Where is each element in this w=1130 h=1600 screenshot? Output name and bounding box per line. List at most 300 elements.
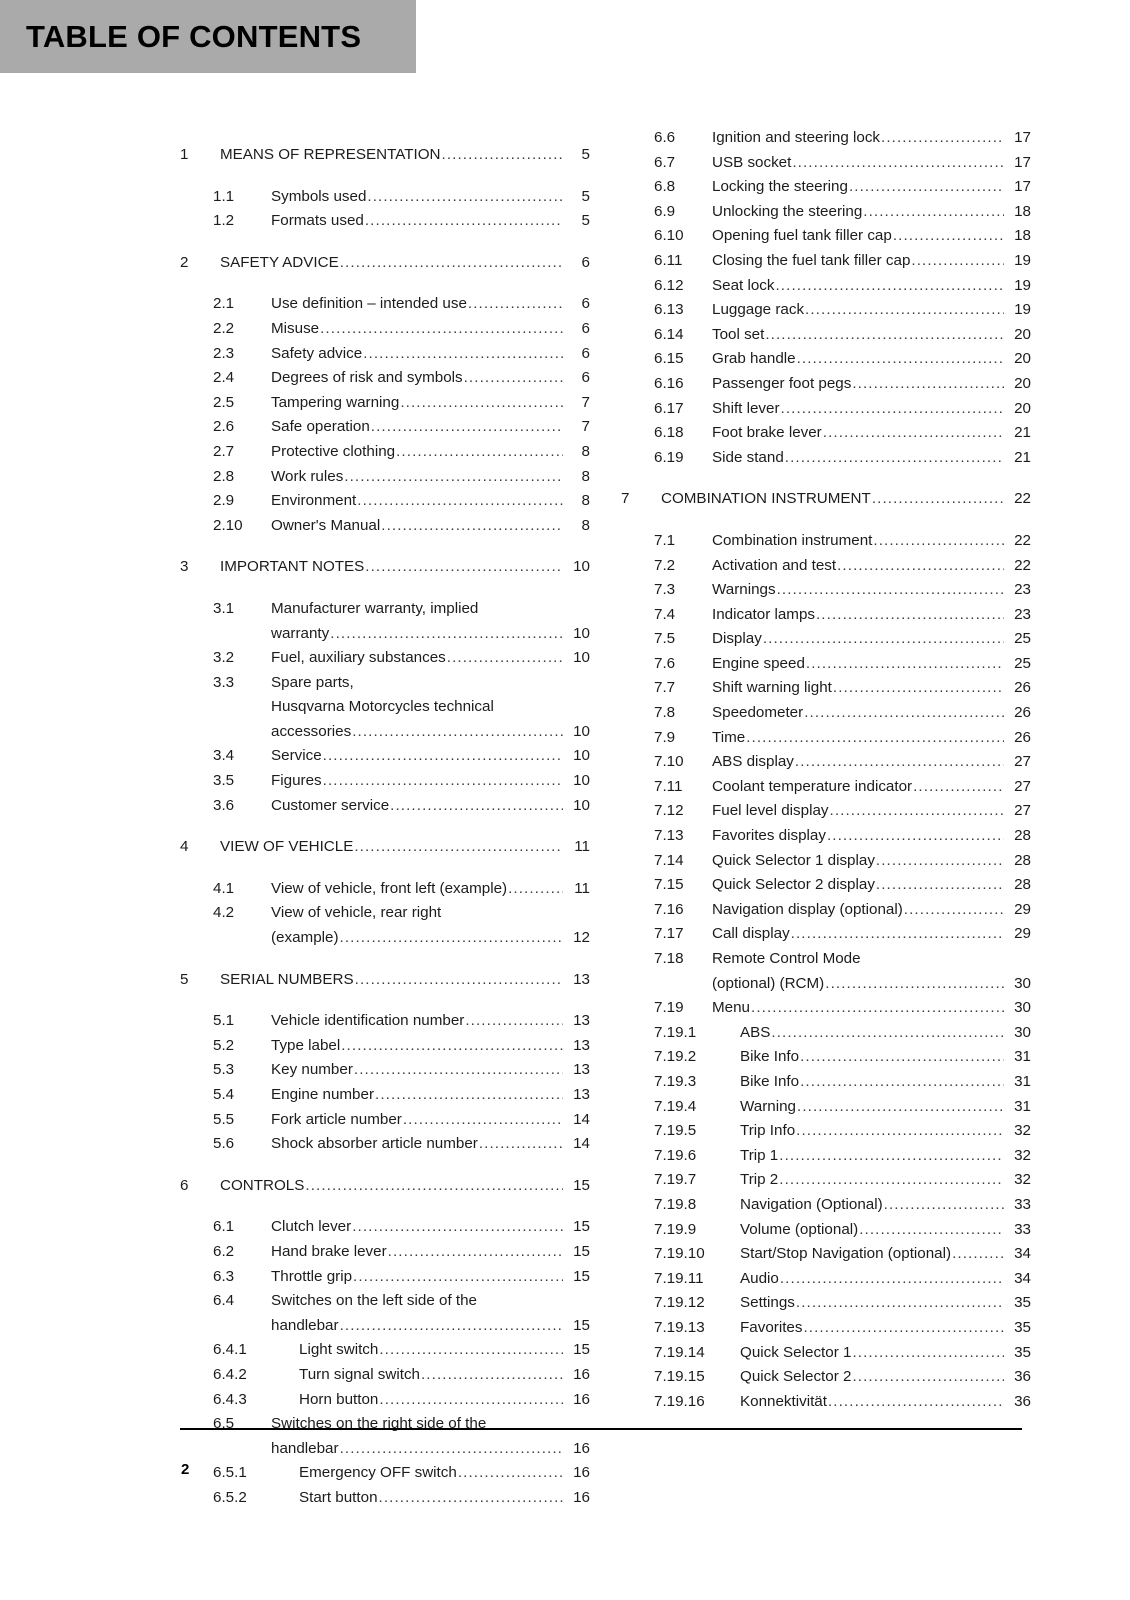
toc-leader-dots [796,1291,1004,1316]
toc-entry-title: Seat lock [712,276,775,294]
toc-entry-title: SERIAL NUMBERS [220,970,354,988]
toc-entry-number: 7.19.7 [654,1171,697,1189]
toc-section-entry[interactable] [180,366,590,391]
toc-entry-number: 3.5 [213,772,235,790]
toc-section-entry[interactable] [180,465,590,490]
toc-entry-number: 3.6 [213,796,235,814]
toc-entry-body [712,1021,1031,1046]
toc-entry-page-number: 36 [1014,1392,1031,1410]
toc-section-entry[interactable] [621,529,1031,554]
toc-leader-dots [379,1338,563,1363]
toc-section-entry[interactable] [180,744,590,769]
toc-section-entry[interactable] [621,323,1031,348]
toc-entry-title-line: View of vehicle, rear right [271,904,442,922]
toc-entry-body [712,1365,1031,1390]
toc-entry-number: 5.1 [213,1012,235,1030]
toc-entry-title-row [712,603,1031,628]
toc-entry-body [712,224,1031,249]
toc-entry-title-row [740,1168,1031,1193]
toc-section-entry[interactable] [621,1119,1031,1144]
toc-entry-title-row [271,646,590,671]
toc-entry-title: Emergency OFF switch [299,1464,457,1482]
toc-entry-title-row [712,996,1031,1021]
toc-entry-number: 6.16 [654,374,684,392]
toc-section-entry[interactable] [621,1390,1031,1415]
toc-entry-page-number: 28 [1014,876,1031,894]
toc-entry-title-row [712,421,1031,446]
toc-entry-title-row [271,794,590,819]
toc-entry-page-number: 20 [1014,325,1031,343]
toc-entry-page-number: 22 [1014,531,1031,549]
toc-chapter-entry[interactable] [180,555,590,580]
toc-section-entry[interactable] [180,209,590,234]
toc-entry-page-number: 6 [581,344,590,362]
toc-section-entry[interactable] [180,1240,590,1265]
toc-entry-number: 4.1 [213,879,235,897]
toc-section-entry[interactable] [621,849,1031,874]
toc-entry-page-number: 32 [1014,1122,1031,1140]
toc-leader-dots [508,877,563,902]
toc-entry-title: Quick Selector 1 [740,1343,852,1361]
toc-section-entry[interactable] [621,898,1031,923]
toc-entry-page-number: 8 [581,442,590,460]
toc-section-entry[interactable] [180,1289,590,1338]
toc-entry-number: 6.14 [654,325,684,343]
toc-section-entry[interactable] [621,922,1031,947]
toc-entry-title: Safe operation [271,418,370,436]
toc-entry-title-row [661,487,1031,512]
toc-entry-title: Warning [740,1097,796,1115]
toc-entry-body [712,323,1031,348]
toc-entry-number: 7.4 [654,605,676,623]
toc-leader-dots [825,972,1004,997]
toc-entry-title: accessories [271,722,352,740]
toc-entry-title: Activation and test [712,556,837,574]
toc-entry-title-row [299,1461,590,1486]
toc-entry-number: 6.1 [213,1218,235,1236]
toc-chapter-entry[interactable] [621,487,1031,512]
toc-entry-number: 2.8 [213,467,235,485]
toc-leader-dots [771,1021,1004,1046]
toc-leader-dots [746,726,1004,751]
toc-entry-body [271,1215,590,1240]
toc-section-entry[interactable] [621,175,1031,200]
toc-entry-title: Key number [271,1061,353,1079]
toc-entry-title-row [712,274,1031,299]
toc-section-entry[interactable] [180,877,590,902]
toc-entry-title: Symbols used [271,187,367,205]
toc-section-entry[interactable] [621,446,1031,471]
toc-entry-title-row [712,849,1031,874]
toc-section-entry[interactable] [621,873,1031,898]
toc-section-entry[interactable] [621,1045,1031,1070]
toc-entry-title: Call display [712,925,790,943]
toc-entry-title: Opening fuel tank filler cap [712,227,892,245]
toc-entry-page-number: 29 [1014,900,1031,918]
toc-entry-page-number: 14 [573,1110,590,1128]
toc-section-entry[interactable] [621,1144,1031,1169]
toc-section-entry[interactable] [180,1412,590,1461]
toc-section-entry[interactable] [621,372,1031,397]
toc-entry-body [712,126,1031,151]
toc-section-entry[interactable] [621,1021,1031,1046]
toc-entry-title: Closing the fuel tank filler cap [712,251,911,269]
toc-entry-title: Foot brake lever [712,424,822,442]
toc-section-entry[interactable] [621,224,1031,249]
toc-entry-number: 6.11 [654,251,683,269]
toc-entry-title-row [712,676,1031,701]
toc-entry-body [271,1363,590,1388]
toc-entry-title-row [712,126,1031,151]
toc-entry-body [271,671,590,745]
toc-entry-body [271,1412,590,1461]
toc-entry-body [271,646,590,671]
toc-section-entry[interactable] [621,1070,1031,1095]
toc-chapter-entry[interactable] [180,251,590,276]
toc-section-entry[interactable] [621,397,1031,422]
toc-entry-body [271,1289,590,1338]
toc-section-entry[interactable] [180,769,590,794]
toc-entry-number: 7.7 [654,679,676,697]
toc-entry-page-number: 5 [581,187,590,205]
toc-entry-body [271,366,590,391]
toc-leader-dots [852,1365,1004,1390]
toc-section-entry[interactable] [621,249,1031,274]
toc-leader-dots [863,200,1004,225]
toc-entry-body [271,209,590,234]
toc-entry-body [271,1486,590,1511]
toc-section-entry[interactable] [180,185,590,210]
toc-leader-dots [323,744,563,769]
toc-section-entry[interactable] [180,671,590,745]
toc-section-entry[interactable] [621,750,1031,775]
toc-entry-title: Turn signal switch [299,1365,420,1383]
toc-section-entry[interactable] [621,578,1031,603]
toc-section-entry[interactable] [621,824,1031,849]
toc-entry-body [712,1095,1031,1120]
toc-entry-body [271,1009,590,1034]
toc-entry-page-number: 15 [573,1176,590,1194]
toc-leader-dots [797,1095,1004,1120]
toc-leader-dots [340,251,563,276]
toc-entry-page-number: 5 [581,146,590,163]
toc-section-entry[interactable] [621,1193,1031,1218]
toc-leader-dots [357,489,563,514]
toc-entry-number: 6.15 [654,350,684,368]
toc-entry-body [271,1108,590,1133]
toc-section-entry[interactable] [621,603,1031,628]
toc-entry-page-number: 28 [1014,851,1031,869]
toc-leader-dots [795,750,1004,775]
toc-leader-dots [881,126,1004,151]
toc-leader-dots [800,1070,1004,1095]
toc-leader-dots [823,421,1004,446]
toc-entry-number: 2.10 [213,516,243,534]
toc-section-entry[interactable] [180,1034,590,1059]
toc-entry-body [712,1242,1031,1267]
toc-section-entry[interactable] [180,1265,590,1290]
toc-entry-number: 7 [621,490,630,508]
toc-entry-page-number: 13 [573,970,590,988]
toc-entry-title: Konnektivität [740,1392,827,1410]
toc-entry-body [661,487,1031,512]
toc-section-entry[interactable] [621,701,1031,726]
toc-entry-number: 3.3 [213,673,235,691]
toc-section-entry[interactable] [180,292,590,317]
toc-section-entry[interactable] [621,799,1031,824]
toc-entry-title-row [220,835,590,860]
toc-entry-title-row [712,224,1031,249]
toc-entry-page-number: 8 [581,516,590,534]
toc-entry-title-row [712,775,1031,800]
toc-entry-title: Figures [271,772,322,790]
toc-entry-page-number: 18 [1014,202,1031,220]
toc-entry-page-number: 11 [574,838,590,856]
toc-entry-title-line: Remote Control Mode [712,950,861,967]
toc-leader-dots [803,1316,1004,1341]
toc-entry-body [712,652,1031,677]
toc-entry-body [712,676,1031,701]
toc-section-entry[interactable] [621,1267,1031,1292]
toc-entry-title: CONTROLS [220,1176,305,1194]
toc-leader-dots [323,769,563,794]
toc-entry-page-number: 7 [581,393,590,411]
toc-entry-body [712,249,1031,274]
toc-entry-title: Shift warning light [712,679,832,697]
toc-entry-body [712,750,1031,775]
toc-entry-number: 7.9 [654,728,676,746]
toc-entry-page-number: 10 [573,558,590,576]
toc-section-entry[interactable] [621,151,1031,176]
toc-entry-number: 7.19.6 [654,1146,697,1164]
toc-entry-body [712,529,1031,554]
toc-section-entry[interactable] [180,1083,590,1108]
toc-entry-title-row [220,143,590,168]
toc-section-entry[interactable] [621,1218,1031,1243]
toc-entry-title-row [712,799,1031,824]
toc-section-entry[interactable] [621,947,1031,996]
toc-section-entry[interactable] [180,1486,590,1511]
toc-section-entry[interactable] [180,1461,590,1486]
toc-entry-title-row [220,251,590,276]
toc-entry-page-number: 34 [1014,1269,1031,1287]
toc-section-entry[interactable] [180,1338,590,1363]
toc-entry-title: Locking the steering [712,178,848,196]
toc-leader-dots [479,1132,563,1157]
toc-entry-number: 6.4.2 [213,1365,247,1383]
toc-entry-title: Settings [740,1294,795,1312]
toc-section-entry[interactable] [621,1316,1031,1341]
toc-section-entry[interactable] [621,298,1031,323]
toc-entry-title: VIEW OF VEHICLE [220,838,354,856]
toc-entry-body [271,901,590,950]
toc-section-entry[interactable] [180,440,590,465]
toc-entry-number: 7.2 [654,556,676,574]
toc-entry-title: Quick Selector 1 display [712,851,875,869]
toc-entry-number: 7.19.15 [654,1368,705,1386]
toc-entry-number: 5 [180,970,189,988]
toc-entry-title-row [271,440,590,465]
toc-entry-body [712,799,1031,824]
toc-entry-page-number: 11 [574,879,590,897]
toc-entry-body [271,597,590,646]
toc-section-entry[interactable] [180,1363,590,1388]
toc-entry-title-row [271,1034,590,1059]
toc-entry-title-row [712,347,1031,372]
toc-entry-page-number: 16 [573,1439,590,1457]
toc-leader-dots [797,347,1004,372]
toc-leader-dots [365,209,563,234]
toc-section-entry[interactable] [180,317,590,342]
toc-entry-title-row [740,1095,1031,1120]
toc-entry-body [220,968,590,993]
toc-entry-body [271,877,590,902]
toc-entry-number: 6.18 [654,424,684,442]
toc-section-entry[interactable] [621,126,1031,151]
toc-entry-number: 4 [180,838,189,856]
toc-entry-number: 7.17 [654,925,684,943]
toc-entry-body [271,1058,590,1083]
toc-section-entry[interactable] [621,554,1031,579]
toc-section-entry[interactable] [180,646,590,671]
toc-section-entry[interactable] [180,391,590,416]
toc-entry-title: Formats used [271,212,364,230]
toc-section-entry[interactable] [180,1009,590,1034]
toc-section-entry[interactable] [621,676,1031,701]
toc-section-entry[interactable] [621,1341,1031,1366]
toc-leader-dots [806,652,1004,677]
toc-section-entry[interactable] [180,489,590,514]
toc-section-entry[interactable] [180,901,590,950]
toc-section-entry[interactable] [621,274,1031,299]
toc-entry-title: Menu [712,999,750,1017]
toc-entry-number: 6.5.1 [213,1464,247,1482]
toc-leader-dots [367,185,563,210]
toc-entry-title: Grab handle [712,350,796,368]
toc-entry-title: Fuel, auxiliary substances [271,649,446,667]
toc-section-entry[interactable] [180,1132,590,1157]
toc-entry-title-row [220,968,590,993]
toc-section-entry[interactable] [621,1095,1031,1120]
toc-entry-number: 7.10 [654,753,684,771]
toc-leader-dots [403,1108,563,1133]
toc-section-entry[interactable] [621,1365,1031,1390]
toc-entry-number: 7.19.2 [654,1048,697,1066]
toc-entry-body [712,898,1031,923]
toc-section-entry[interactable] [180,514,590,539]
toc-entry-title-row [271,317,590,342]
toc-entry-title: Time [712,728,746,746]
toc-entry-page-number: 25 [1014,654,1031,672]
toc-entry-title-row [271,342,590,367]
toc-leader-dots [952,1242,1004,1267]
toc-entry-page-number: 29 [1014,925,1031,943]
toc-section-entry[interactable] [180,342,590,367]
toc-entry-number: 7.19 [654,999,684,1017]
toc-entry-number: 6.19 [654,448,684,466]
toc-entry-page-number: 33 [1014,1195,1031,1213]
toc-entry-number: 6.8 [654,178,676,196]
toc-entry-title: MEANS OF REPRESENTATION [220,146,441,163]
toc-leader-dots [381,514,563,539]
toc-chapter-entry[interactable] [180,968,590,993]
toc-entry-page-number: 16 [573,1365,590,1383]
toc-section-entry[interactable] [180,1058,590,1083]
toc-section-entry[interactable] [621,652,1031,677]
toc-section-entry[interactable] [180,1215,590,1240]
toc-section-entry[interactable] [180,597,590,646]
toc-section-entry[interactable] [621,347,1031,372]
toc-entry-title-row [740,1291,1031,1316]
toc-section-entry[interactable] [180,794,590,819]
toc-entry-body [712,726,1031,751]
toc-entry-number: 7.19.9 [654,1220,697,1238]
toc-section-entry[interactable] [621,200,1031,225]
toc-section-entry[interactable] [621,1242,1031,1267]
toc-entry-page-number: 18 [1014,227,1031,245]
toc-entry-title-row [271,1265,590,1290]
toc-section-entry[interactable] [180,1108,590,1133]
toc-entry-title: Speedometer [712,704,804,722]
toc-entry-title-row [299,1486,590,1511]
toc-section-entry[interactable] [621,627,1031,652]
toc-section-entry[interactable] [621,996,1031,1021]
toc-section-entry[interactable] [621,1168,1031,1193]
toc-entry-number: 6.4 [213,1292,235,1310]
toc-chapter-entry[interactable] [180,835,590,860]
toc-entry-number: 5.3 [213,1061,235,1079]
toc-entry-page-number: 16 [573,1488,590,1506]
toc-section-entry[interactable] [621,775,1031,800]
toc-chapter-entry[interactable] [180,1174,590,1199]
toc-entry-page-number: 22 [1014,490,1031,508]
toc-leader-dots [796,1119,1004,1144]
toc-entry-title-row [271,1132,590,1157]
toc-entry-body [712,996,1031,1021]
toc-entry-title-row [740,1390,1031,1415]
toc-entry-body [712,603,1031,628]
toc-section-entry[interactable] [180,415,590,440]
toc-leader-dots [780,1267,1004,1292]
toc-entry-title: Clutch lever [271,1218,352,1236]
toc-entry-number: 7.8 [654,704,676,722]
toc-section-entry[interactable] [621,421,1031,446]
toc-chapter-entry[interactable] [180,143,590,168]
toc-entry-title-row [299,1363,590,1388]
toc-entry-title-row [271,877,590,902]
toc-entry-title-row [712,298,1031,323]
toc-entry-title-row [220,555,590,580]
toc-entry-page-number: 20 [1014,350,1031,368]
toc-leader-dots [779,1168,1004,1193]
toc-entry-body [712,1267,1031,1292]
toc-entry-title-row [740,1070,1031,1095]
toc-entry-page-number: 15 [573,1242,590,1260]
toc-leader-dots [352,1215,563,1240]
toc-entry-title-row [271,926,590,951]
toc-section-entry[interactable] [621,1291,1031,1316]
toc-section-entry[interactable] [621,726,1031,751]
toc-entry-body [712,578,1031,603]
toc-entry-body [220,143,590,168]
toc-entry-title: ABS [740,1023,771,1041]
toc-entry-body [220,555,590,580]
toc-entry-number: 6.5 [213,1415,235,1433]
toc-entry-page-number: 32 [1014,1146,1031,1164]
toc-section-entry[interactable] [180,1388,590,1413]
toc-leader-dots [353,1265,563,1290]
toc-entry-body [271,185,590,210]
